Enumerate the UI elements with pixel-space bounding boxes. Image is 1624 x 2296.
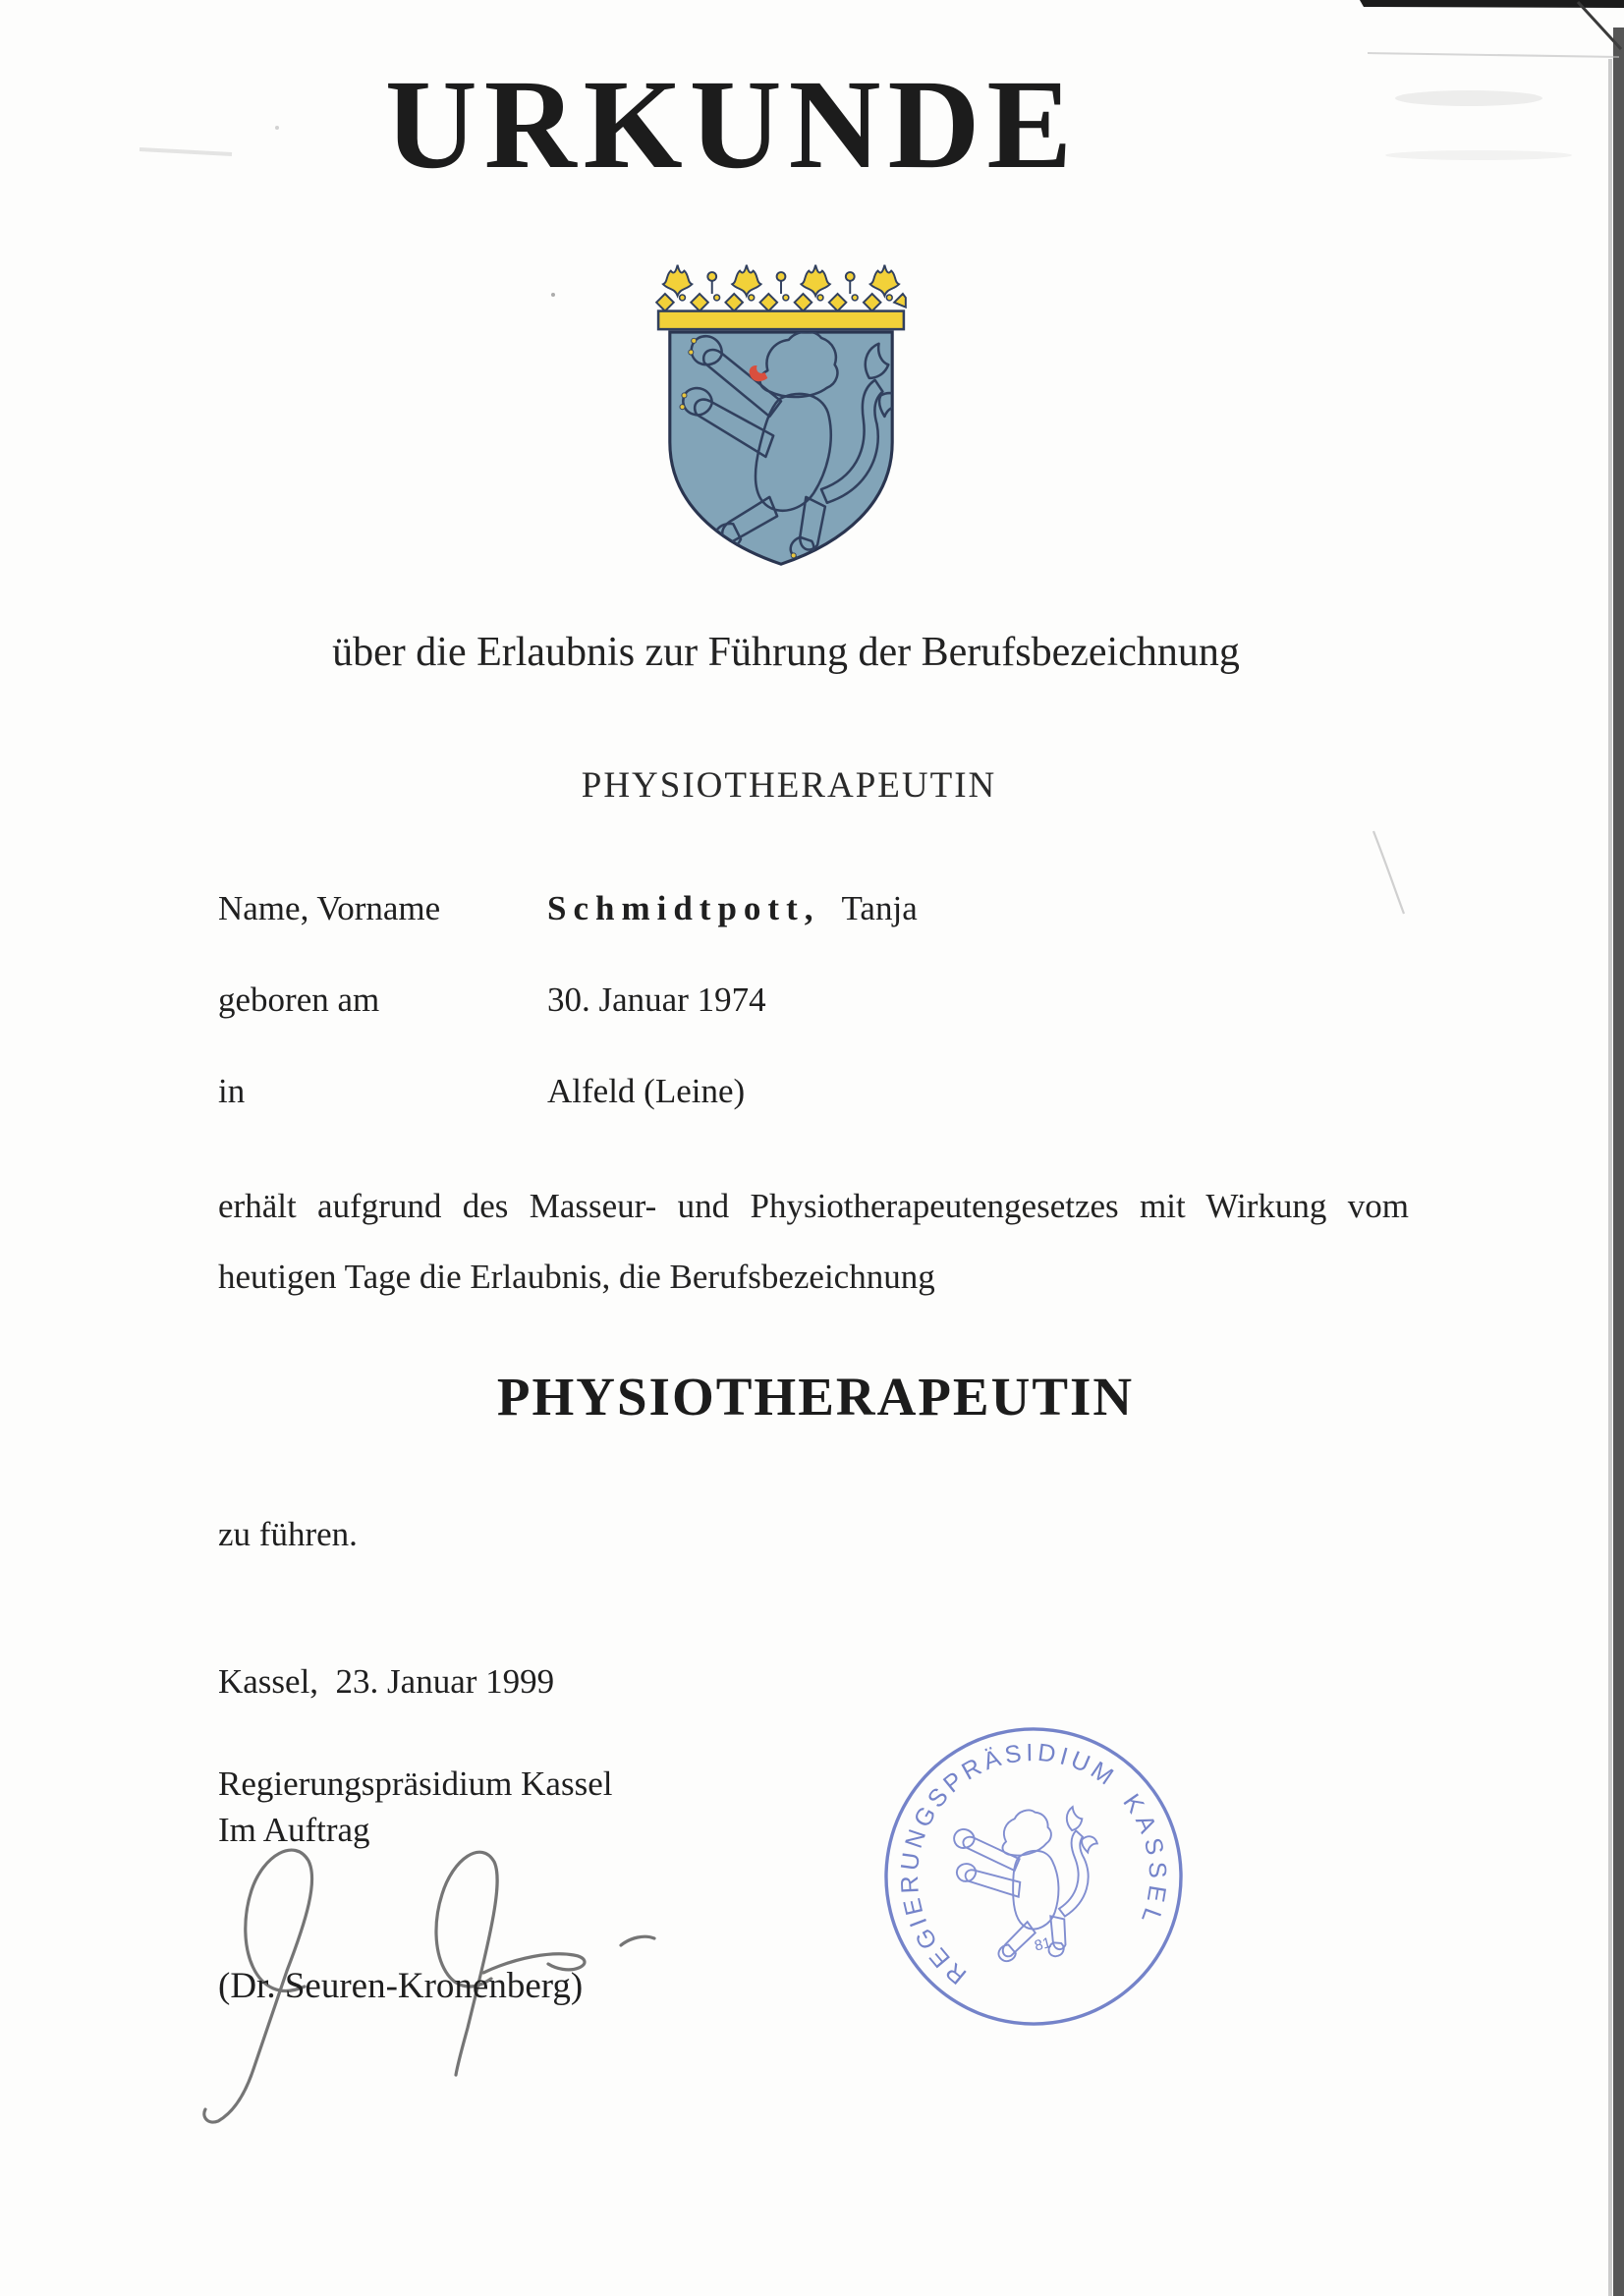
signer-name: (Dr. Seuren-Kronenberg): [218, 1966, 584, 2006]
field-value: [547, 889, 918, 928]
field-value: Alfeld (Leine): [547, 1072, 746, 1110]
field-row-birthplace: [218, 1072, 918, 1111]
field-value: 30. Januar 1974: [547, 980, 766, 1019]
certificate-subtitle: über die Erlaubnis zur Führung der Berufsbezeichnung: [332, 630, 1240, 675]
shield: [670, 332, 892, 564]
closing-text: zu führen.: [218, 1515, 358, 1553]
hessen-coat-of-arms-icon: [634, 255, 928, 572]
body-line: heutigen Tage die Erlaubnis, die Berufsbezeichnung: [218, 1258, 935, 1296]
official-stamp: [876, 1719, 1191, 2034]
place-date: Kassel, 23. Januar 1999: [218, 1662, 555, 1701]
authority-order: Im Auftrag: [218, 1811, 370, 1849]
stamp-arc-text-bottom: KASSEL: [1117, 1788, 1172, 1932]
field-label: Name, Vorname: [218, 889, 441, 927]
body-line: erhält aufgrund des Masseur- und Physiotherapeutengesetzes mit Wirkung vom: [218, 1187, 1409, 1225]
field-label: geboren am: [218, 980, 380, 1019]
field-row-birthdate: [218, 980, 918, 1020]
last-name: Schmidtpott,: [547, 889, 820, 927]
profession-title-small: PHYSIOTHERAPEUTIN: [581, 765, 997, 806]
body-paragraph: [218, 1171, 1409, 1313]
crown: [656, 265, 906, 329]
stamp-lion: [946, 1796, 1121, 1975]
stamp-number: 81: [1033, 1934, 1053, 1955]
certificate-title: URKUNDE: [384, 54, 1080, 196]
field-label: in: [218, 1072, 246, 1110]
field-row-name: [218, 889, 918, 928]
profession-title-large: PHYSIOTHERAPEUTIN: [496, 1367, 1135, 1427]
first-name: Tanja: [841, 889, 918, 927]
authority-name: Regierungspräsidium Kassel: [218, 1764, 613, 1803]
personal-data-fields: [218, 889, 918, 1163]
stamp-arc-text-top: REGIERUNGSPRÄSIDIUM: [895, 1738, 1122, 1990]
